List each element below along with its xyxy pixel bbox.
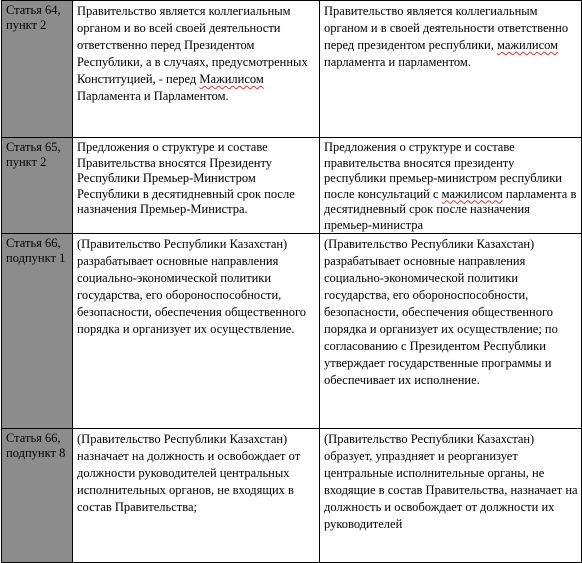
old-text-cell: (Правительство Республики Казахстан) назначает на должность и освобождает от должности руководителей центральных исполнительных органов, не входящих в состав Правительства;	[73, 429, 320, 563]
article-cell: Статья 66, подпункт 1	[2, 234, 73, 429]
old-text-cell: Правительство является коллегиальным органом и во всей своей деятельности ответственно перед Президентом Республики, а в случаях, предусмотренных Конституцией, - перед Мажилисом Парламента и Парламентом.	[73, 1, 320, 138]
old-text-cell: (Правительство Республики Казахстан) разрабатывает основные направления социально-экономической политики государства, его обороноспособности, безопасности, обеспечения общественного порядка и организует их осуществление.	[73, 234, 320, 429]
new-text-cell: Предложения о структуре и составе правительства вносятся президенту республики премьер-министром республики после консультаций с мажилисом парламента в десятидневный срок после назначения премьер-министра	[320, 138, 582, 234]
article-cell: Статья 66, подпункт 8	[2, 429, 73, 563]
article-cell: Статья 64, пункт 2	[2, 1, 73, 138]
table-row	[2, 138, 582, 234]
table-row	[2, 234, 582, 429]
comparison-table	[1, 0, 582, 563]
table-row	[2, 1, 582, 138]
article-cell: Статья 65, пункт 2	[2, 138, 73, 234]
new-text-cell: (Правительство Республики Казахстан) образует, упраздняет и реорганизует центральные исполнительные органы, не входящие в состав Правительства, назначает на должность и освобождает от должности их руководителей	[320, 429, 582, 563]
old-text-cell: Предложения о структуре и составе Правительства вносятся Президенту Республики Премьер-Министром Республики в десятидневный срок после назначения Премьер-Министра.	[73, 138, 320, 234]
new-text-cell: (Правительство Республики Казахстан) разрабатывает основные направления социально-экономической политики государства, его обороноспособности, безопасности, обеспечения общественного порядка и организует их осуществление; по согласованию с Президентом Республики утверждает государственные программы и обеспечивает их исполнение.	[320, 234, 582, 429]
new-text-cell: Правительство является коллегиальным органом и в своей деятельности ответственно перед президентом республики, мажилисом парламента и парламентом.	[320, 1, 582, 138]
table-row	[2, 429, 582, 563]
